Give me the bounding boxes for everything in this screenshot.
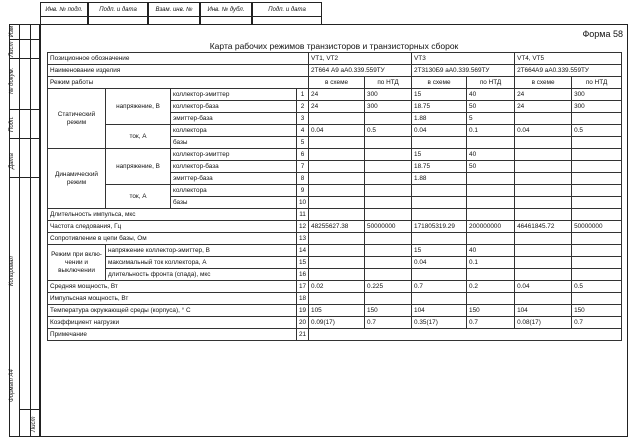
table-row [48, 209, 622, 221]
sub-label: ток, А [106, 125, 171, 149]
row-label: Наименование изделия [48, 65, 309, 77]
row-number: 10 [297, 197, 309, 209]
value-cell [572, 161, 622, 173]
value-cell [309, 197, 365, 209]
value-cell [572, 245, 622, 257]
value-cell [309, 269, 365, 281]
value-cell [572, 137, 622, 149]
param-label: коллектор-эмиттер [171, 89, 297, 101]
param-label: длительность фронта (спада), мкс [106, 269, 297, 281]
value-cell: 0.225 [365, 281, 412, 293]
value-cell [572, 209, 622, 221]
value-cell [515, 293, 572, 305]
value-cell: 0.04 [515, 125, 572, 137]
table-row [48, 257, 622, 269]
stamp-cell: Инв. № подл. [40, 2, 88, 16]
position-cell: VT1, VT2 [309, 53, 412, 65]
value-cell: 300 [365, 89, 412, 101]
row-number: 18 [297, 293, 309, 305]
value-cell: 46461845.72 [515, 221, 572, 233]
value-cell [412, 137, 467, 149]
param-label: коллектор-эмиттер [171, 149, 297, 161]
top-stamp [40, 2, 322, 16]
table-row [48, 221, 622, 233]
value-cell: 48255627.38 [309, 221, 365, 233]
group-label: Режим при вклю- чении и выключении [48, 245, 106, 281]
position-cell: VT4, VT5 [515, 53, 622, 65]
value-cell [412, 197, 467, 209]
value-cell [365, 113, 412, 125]
row-number: 5 [297, 137, 309, 149]
value-cell [309, 137, 365, 149]
value-cell: 0.7 [412, 281, 467, 293]
value-cell: 0.7 [572, 317, 622, 329]
row-number: 14 [297, 245, 309, 257]
value-cell [309, 173, 365, 185]
value-cell: 15 [412, 149, 467, 161]
stamp-label: № докум. [9, 67, 15, 94]
value-cell [365, 209, 412, 221]
stamp-label: Лист [31, 416, 37, 432]
row-number: 2 [297, 101, 309, 113]
row-label: Импульсная мощность, Вт [48, 293, 297, 305]
value-cell: 1.88 [412, 173, 467, 185]
row-label: Режим работы [48, 77, 309, 89]
stamp-label: Изм [9, 25, 15, 37]
page-title: Карта рабочих режимов транзисторов и транзисторных сборок [209, 41, 459, 51]
stamp-cell: Подп. и дата [252, 2, 322, 16]
value-cell [309, 257, 365, 269]
header-cell: в схеме [412, 77, 467, 89]
row-label: Примечание [48, 329, 297, 341]
group-label: Динамический режим [48, 149, 106, 209]
sub-label: напряжение, В [106, 89, 171, 125]
value-cell [467, 233, 515, 245]
row-number: 1 [297, 89, 309, 101]
value-cell: 40 [467, 89, 515, 101]
value-cell [467, 197, 515, 209]
row-label: Температура окружающей среды (корпуса), ° С [48, 305, 297, 317]
value-cell: 150 [572, 305, 622, 317]
value-cell: 0.35(17) [412, 317, 467, 329]
table-row [48, 245, 622, 257]
value-cell: 150 [467, 305, 515, 317]
value-cell [467, 173, 515, 185]
value-cell [572, 185, 622, 197]
value-cell [412, 209, 467, 221]
value-cell [572, 173, 622, 185]
sub-label: ток, А [106, 185, 171, 209]
value-cell [309, 329, 622, 341]
value-cell [309, 293, 365, 305]
value-cell [467, 137, 515, 149]
value-cell: 24 [515, 89, 572, 101]
top-stamp-lower [40, 16, 322, 24]
value-cell [309, 233, 365, 245]
table-row [48, 125, 622, 137]
row-number: 11 [297, 209, 309, 221]
table-row [48, 77, 622, 89]
row-number: 3 [297, 113, 309, 125]
value-cell [365, 293, 412, 305]
value-cell [467, 209, 515, 221]
value-cell: 0.04 [412, 125, 467, 137]
table-row [48, 329, 622, 341]
value-cell: 18.75 [412, 161, 467, 173]
value-cell: 0.1 [467, 125, 515, 137]
value-cell [365, 149, 412, 161]
value-cell [309, 161, 365, 173]
row-label: Частота следования, Гц [48, 221, 297, 233]
value-cell: 0.04 [515, 281, 572, 293]
value-cell: 15 [412, 245, 467, 257]
value-cell [572, 197, 622, 209]
row-number: 13 [297, 233, 309, 245]
stamp-cell: Инв. № дубл. [200, 2, 252, 16]
stamp-label: Копировал [9, 256, 15, 286]
value-cell [365, 257, 412, 269]
value-cell [515, 149, 572, 161]
value-cell [572, 257, 622, 269]
value-cell [572, 269, 622, 281]
value-cell: 0.1 [467, 257, 515, 269]
value-cell [467, 185, 515, 197]
value-cell [572, 233, 622, 245]
value-cell: 0.08(17) [515, 317, 572, 329]
value-cell [515, 137, 572, 149]
row-number: 7 [297, 161, 309, 173]
value-cell: 0.04 [309, 125, 365, 137]
value-cell [365, 137, 412, 149]
row-label: Сопротивление в цепи базы, Ом [48, 233, 297, 245]
value-cell [412, 185, 467, 197]
table-row [48, 89, 622, 101]
value-cell: 50 [467, 101, 515, 113]
modes-table [47, 52, 622, 341]
value-cell [365, 185, 412, 197]
position-cell: VT3 [412, 53, 515, 65]
param-label: напряжение коллектор-эмиттер, В [106, 245, 297, 257]
param-label: максимальный ток коллектора, А [106, 257, 297, 269]
value-cell [515, 173, 572, 185]
value-cell [309, 209, 365, 221]
value-cell: 24 [309, 101, 365, 113]
value-cell [365, 161, 412, 173]
value-cell: 0.04 [412, 257, 467, 269]
table-row [48, 149, 622, 161]
value-cell: 104 [515, 305, 572, 317]
row-label: Коэффициент нагрузки [48, 317, 297, 329]
header-cell: по НТД [365, 77, 412, 89]
value-cell: 0.5 [572, 281, 622, 293]
value-cell [515, 245, 572, 257]
product-cell: 2Т664 А9 аА0.339.559ТУ [309, 65, 412, 77]
table-row [48, 281, 622, 293]
value-cell: 300 [365, 101, 412, 113]
param-label: базы [171, 137, 297, 149]
row-number: 17 [297, 281, 309, 293]
table-row [48, 53, 622, 65]
value-cell [412, 293, 467, 305]
value-cell [365, 173, 412, 185]
value-cell [515, 209, 572, 221]
header-cell: в схеме [309, 77, 365, 89]
value-cell: 40 [467, 245, 515, 257]
value-cell: 1.88 [412, 113, 467, 125]
value-cell: 0.7 [467, 317, 515, 329]
param-label: базы [171, 197, 297, 209]
value-cell: 0.7 [365, 317, 412, 329]
row-number: 9 [297, 185, 309, 197]
value-cell: 150 [365, 305, 412, 317]
value-cell: 0.5 [572, 125, 622, 137]
value-cell [572, 149, 622, 161]
table-row [48, 65, 622, 77]
product-cell: 2Т664А9 аА0.339.559ТУ [515, 65, 622, 77]
param-label: эмиттер-база [171, 173, 297, 185]
table-row [48, 185, 622, 197]
row-number: 16 [297, 269, 309, 281]
value-cell: 171805319.29 [412, 221, 467, 233]
value-cell [515, 161, 572, 173]
row-number: 6 [297, 149, 309, 161]
row-number: 19 [297, 305, 309, 317]
row-number: 4 [297, 125, 309, 137]
table-row [48, 233, 622, 245]
value-cell: 300 [572, 89, 622, 101]
header-cell: по НТД [467, 77, 515, 89]
value-cell [515, 185, 572, 197]
group-label: Статический режим [48, 89, 106, 149]
param-label: коллектора [171, 125, 297, 137]
value-cell [467, 293, 515, 305]
value-cell [309, 113, 365, 125]
value-cell: 104 [412, 305, 467, 317]
value-cell [515, 233, 572, 245]
value-cell [412, 233, 467, 245]
value-cell [515, 257, 572, 269]
value-cell [309, 149, 365, 161]
value-cell: 200000000 [467, 221, 515, 233]
value-cell [467, 269, 515, 281]
stamp-cell: Взам. инв. № [148, 2, 200, 16]
row-number: 21 [297, 329, 309, 341]
row-label: Длительность импульса, мкс [48, 209, 297, 221]
value-cell: 105 [309, 305, 365, 317]
value-cell [515, 197, 572, 209]
value-cell [365, 197, 412, 209]
table-row [48, 317, 622, 329]
value-cell [572, 113, 622, 125]
value-cell [515, 113, 572, 125]
value-cell: 300 [572, 101, 622, 113]
row-number: 20 [297, 317, 309, 329]
value-cell: 50 [467, 161, 515, 173]
stamp-label: Формат A4 [9, 369, 15, 402]
header-cell: в схеме [515, 77, 572, 89]
value-cell: 5 [467, 113, 515, 125]
form-number: Форма 58 [582, 29, 623, 39]
value-cell: 18.75 [412, 101, 467, 113]
value-cell [309, 185, 365, 197]
row-number: 12 [297, 221, 309, 233]
stamp-cell: Подп. и дата [88, 2, 148, 16]
param-label: коллектор-база [171, 161, 297, 173]
stamp-label: Дата [9, 153, 15, 169]
param-label: коллектор-база [171, 101, 297, 113]
table-row [48, 293, 622, 305]
header-cell: по НТД [572, 77, 622, 89]
value-cell [365, 269, 412, 281]
value-cell [515, 269, 572, 281]
value-cell [309, 245, 365, 257]
stamp-label: Подп. [9, 116, 15, 132]
sub-label: напряжение, В [106, 149, 171, 185]
param-label: эмиттер-база [171, 113, 297, 125]
row-number: 15 [297, 257, 309, 269]
row-number: 8 [297, 173, 309, 185]
value-cell [572, 293, 622, 305]
value-cell: 0.2 [467, 281, 515, 293]
value-cell: 0.5 [365, 125, 412, 137]
product-cell: 2Т3130Б9 аА0.339.569ТУ [412, 65, 515, 77]
value-cell [365, 245, 412, 257]
value-cell: 50000000 [572, 221, 622, 233]
table-row [48, 305, 622, 317]
value-cell: 0.02 [309, 281, 365, 293]
value-cell: 0.09(17) [309, 317, 365, 329]
value-cell: 24 [309, 89, 365, 101]
stamp-label: Лист [9, 41, 15, 57]
value-cell: 50000000 [365, 221, 412, 233]
row-label: Средняя мощность, Вт [48, 281, 297, 293]
value-cell: 40 [467, 149, 515, 161]
row-label: Позиционное обозначение [48, 53, 309, 65]
value-cell [412, 269, 467, 281]
param-label: коллектора [171, 185, 297, 197]
table-row [48, 269, 622, 281]
value-cell: 15 [412, 89, 467, 101]
value-cell [365, 233, 412, 245]
value-cell: 24 [515, 101, 572, 113]
left-stamp [9, 24, 40, 437]
